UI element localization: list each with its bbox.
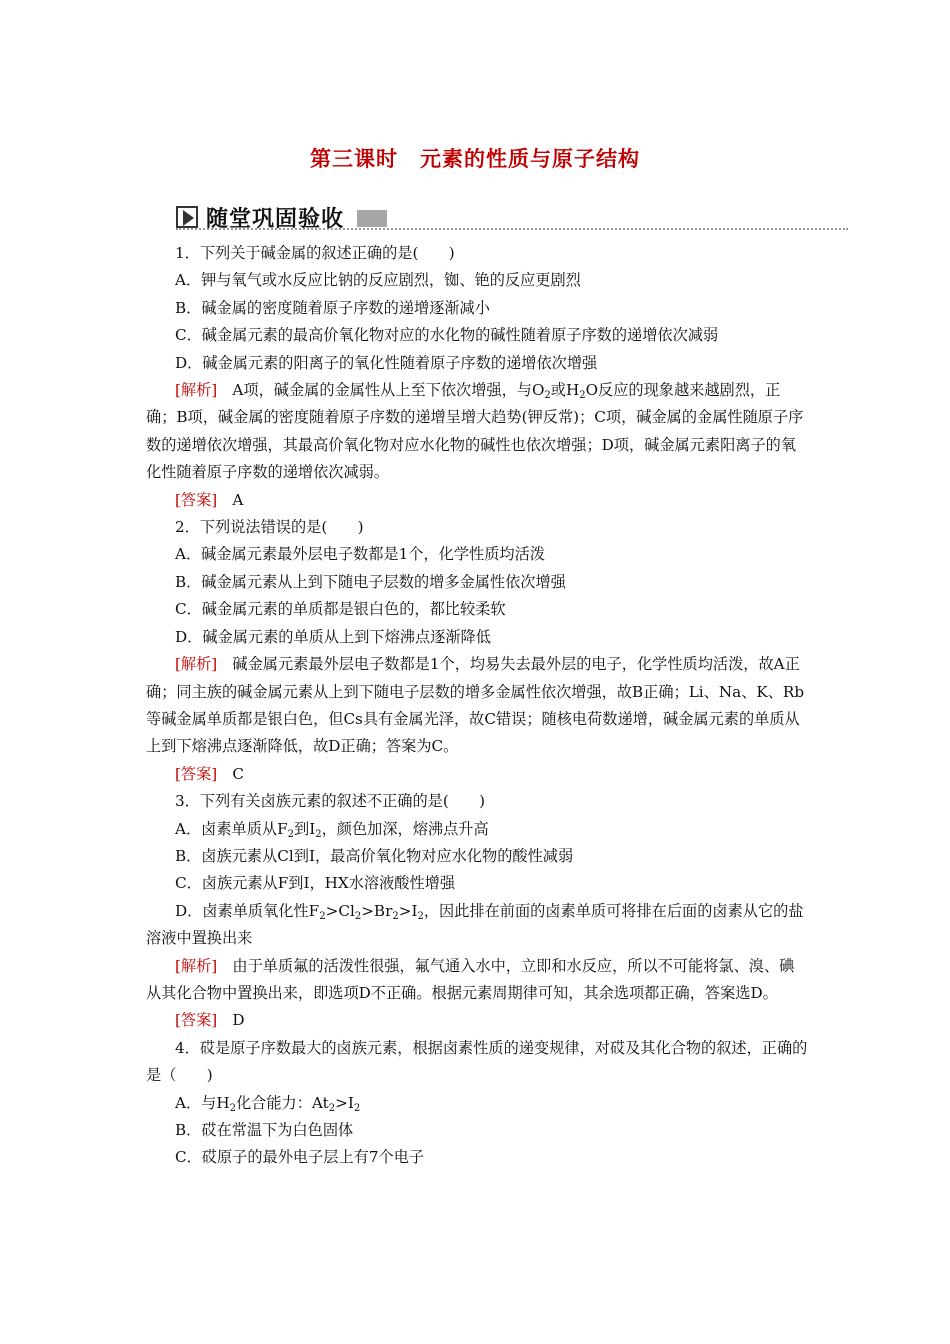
question-1-option-a: A．钾与氧气或水反应比钠的反应剧烈，铷、铯的反应更剧烈: [175, 271, 581, 290]
question-2-option-d: D．碱金属元素的单质从上到下熔沸点逐渐降低: [175, 627, 491, 646]
question-4-option-a: A．与$H_2$化合能力：$At_2>I_2$: [175, 1093, 361, 1114]
question-1-option-c: C．碱金属元素的最高价氧化物对应的水化物的碱性随着原子序数的递增依次减弱: [175, 326, 719, 345]
question-2-analysis: [解析] 碱金属元素最外层电子数都是1个，均易失去最外层的电子，化学性质均活泼，故A正确；同主族的碱金属元素从上到下随电子层数的增多金属性依次增强，故B正确；Li、Na、K、Rb等碱金属单质都是银白色，但Cs具有金属光泽，故C错误；随核电荷数递增，碱金属元素的单质从上到下熔沸点逐渐降低，故D正确；答案为C。: [146, 655, 805, 756]
question-2-stem: 2．下列说法错误的是( ): [175, 518, 364, 537]
question-2-option-c: C．碱金属元素的单质都是银白色的，都比较柔软: [175, 600, 506, 619]
question-1-answer: [答案] A: [175, 490, 244, 509]
play-arrow-icon: [176, 206, 198, 228]
answer-tag: [答案]: [175, 1011, 218, 1030]
question-2-answer: [答案] C: [175, 764, 245, 783]
section-bar: [357, 210, 387, 227]
question-1-analysis: [解析] A项，碱金属的金属性从上至下依次增强，与$O_2$或$H_2O$反应的现象越来越剧烈，正确；B项，碱金属的密度随着原子序数的递增呈增大趋势(钾反常)；C项，碱金属的金属性随原子序数的递增依次增强，其最高价氧化物对应水化物的碱性也依次增强；D项，碱金属元素阳离子的氧化性随着原子序数的递增依次减弱。: [146, 381, 804, 482]
question-3-option-b: B．卤族元素从Cl到I，最高价氧化物对应水化物的酸性减弱: [175, 846, 574, 865]
page-title: 第三课时 元素的性质与原子结构: [310, 147, 640, 171]
question-1-stem: 1．下列关于碱金属的叙述正确的是( ): [175, 244, 455, 262]
analysis-tag: [解析]: [175, 381, 218, 400]
answer-tag: [答案]: [175, 490, 218, 509]
section-divider: [176, 228, 848, 230]
question-1-option-d: D．碱金属元素的阳离子的氧化性随着原子序数的递增依次增强: [175, 353, 598, 372]
question-4-stem: 4．砹是原子序数最大的卤族元素，根据卤素性质的递变规律，对砹及其化合物的叙述，正确的是（ ): [146, 1038, 808, 1085]
section-header: [176, 200, 848, 232]
answer-tag: [答案]: [175, 764, 218, 783]
question-2-option-a: A．碱金属元素最外层电子数都是1个，化学性质均活泼: [175, 545, 545, 564]
question-list: [146, 240, 808, 1172]
analysis-tag: [解析]: [175, 956, 218, 975]
question-3-answer: [答案] D: [175, 1011, 245, 1030]
question-3-analysis: [解析] 由于单质氟的活泼性很强，氟气通入水中，立即和水反应，所以不可能将氯、溴、碘从其化合物中置换出来，即选项D不正确。根据元素周期律可知，其余选项都正确，答案选D。: [146, 956, 795, 1002]
question-1-option-b: B．碱金属的密度随着原子序数的递增逐渐减小: [175, 298, 490, 317]
question-4-option-c: C．砹原子的最外电子层上有7个电子: [175, 1148, 425, 1167]
section-label: 随堂巩固验收: [206, 207, 345, 232]
question-3-option-a: A．卤素单质从$F_2$到$I_2$，颜色加深，熔沸点升高: [175, 819, 489, 840]
question-2-option-b: B．碱金属元素从上到下随电子层数的增多金属性依次增强: [175, 572, 566, 591]
question-3-stem: 3．下列有关卤族元素的叙述不正确的是( ): [175, 792, 486, 811]
question-3-option-c: C．卤族元素从F到I，HX水溶液酸性增强: [175, 874, 456, 893]
question-4-option-b: B．砹在常温下为白色固体: [175, 1121, 354, 1139]
analysis-tag: [解析]: [175, 655, 218, 674]
question-3-option-d: D．卤素单质氧化性$F_2>Cl_2>Br_2>I_2$，因此排在前面的卤素单质可将排在后面的卤素从它的盐溶液中置换出来: [146, 901, 804, 948]
